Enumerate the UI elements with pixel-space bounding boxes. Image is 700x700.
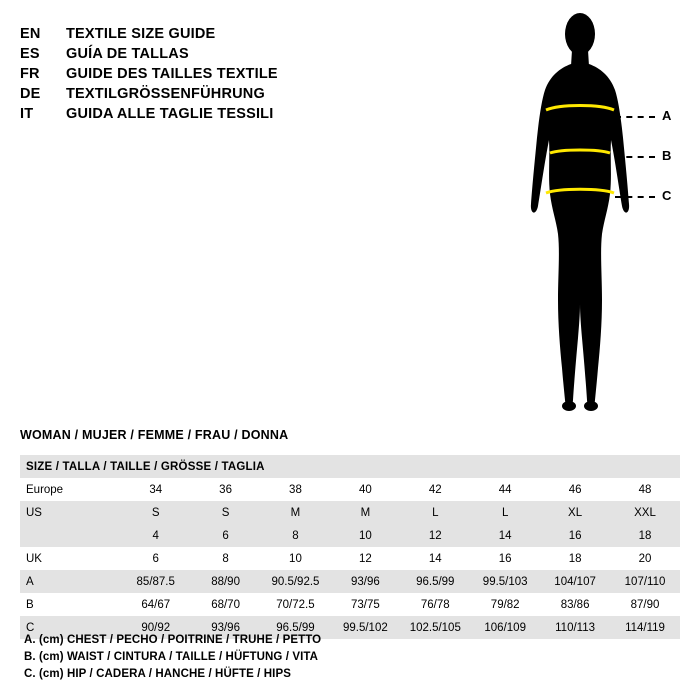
language-row-de bbox=[20, 86, 440, 102]
cell: 107/110 bbox=[624, 575, 666, 588]
table-row bbox=[20, 547, 680, 570]
cell: 40 bbox=[358, 483, 372, 496]
language-title-es: GUÍA DE TALLAS bbox=[66, 46, 189, 62]
cell: 99.5/102 bbox=[342, 621, 388, 634]
table-row bbox=[20, 593, 680, 616]
hip-label-c: C bbox=[662, 188, 672, 203]
row-label-us: US bbox=[26, 506, 42, 519]
cell: 83/86 bbox=[560, 598, 590, 611]
cell: 6 bbox=[152, 552, 159, 565]
cell: 73/75 bbox=[350, 598, 380, 611]
cell: 20 bbox=[638, 552, 652, 565]
table-header-label: SIZE / TALLA / TAILLE / GRÖSSE / TAGLIA bbox=[26, 460, 265, 473]
row-label-c: C bbox=[26, 621, 35, 634]
cell: 8 bbox=[292, 529, 299, 542]
cell: 96.5/99 bbox=[276, 621, 315, 634]
cell: 70/72.5 bbox=[276, 598, 315, 611]
legend-line-b: B. (cm) WAIST / CINTURA / TAILLE / HÜFTUNG / VITA bbox=[24, 651, 319, 663]
language-row-it bbox=[20, 106, 440, 122]
cell: 16 bbox=[568, 529, 582, 542]
cell: 114/119 bbox=[625, 621, 665, 634]
size-chart-table bbox=[20, 455, 680, 639]
language-title-it: GUIDA ALLE TAGLIE TESSILI bbox=[66, 106, 274, 122]
waist-leader-line bbox=[615, 156, 655, 158]
table-row bbox=[20, 570, 680, 593]
cell: 96.5/99 bbox=[416, 575, 455, 588]
cell: 68/70 bbox=[211, 598, 240, 611]
cell: 48 bbox=[638, 483, 652, 496]
legend-line-a: A. (cm) CHEST / PECHO / POITRINE / TRUHE / PETTO bbox=[24, 634, 322, 646]
cell: 46 bbox=[568, 483, 582, 496]
cell: 14 bbox=[498, 529, 512, 542]
cell: M bbox=[290, 506, 301, 519]
cell: 85/87.5 bbox=[136, 575, 175, 588]
cell: L bbox=[432, 506, 439, 519]
row-label-a: A bbox=[26, 575, 34, 588]
chest-leader-line bbox=[615, 116, 655, 118]
chest-label-a: A bbox=[662, 108, 672, 123]
cell: S bbox=[221, 506, 230, 519]
cell: 93/96 bbox=[211, 621, 240, 634]
cell: 36 bbox=[219, 483, 232, 496]
cell: 38 bbox=[289, 483, 302, 496]
table-header-row bbox=[20, 455, 680, 478]
cell: XXL bbox=[634, 506, 656, 519]
cell: 106/109 bbox=[484, 621, 526, 634]
language-row-fr bbox=[20, 66, 440, 82]
language-row-en bbox=[20, 26, 440, 42]
language-code-fr: FR bbox=[20, 66, 40, 82]
language-title-en: TEXTILE SIZE GUIDE bbox=[66, 26, 216, 42]
cell: 102.5/105 bbox=[409, 621, 461, 634]
table-section-title: WOMAN / MUJER / FEMME / FRAU / DONNA bbox=[20, 428, 289, 442]
cell: 42 bbox=[428, 483, 442, 496]
cell: 64/67 bbox=[141, 598, 171, 611]
language-code-es: ES bbox=[20, 46, 40, 62]
language-code-de: DE bbox=[20, 86, 41, 102]
cell: S bbox=[151, 506, 160, 519]
cell: 110/113 bbox=[555, 621, 596, 634]
hip-leader-line bbox=[615, 196, 655, 198]
language-title-de: TEXTILGRÖSSENFÜHRUNG bbox=[66, 86, 265, 102]
waist-label-b: B bbox=[662, 148, 672, 163]
cell: 76/78 bbox=[420, 598, 450, 611]
measurement-legend bbox=[24, 632, 321, 683]
cell: 79/82 bbox=[490, 598, 520, 611]
cell: 87/90 bbox=[630, 598, 660, 611]
female-body-silhouette-icon bbox=[500, 8, 660, 428]
table-row bbox=[20, 478, 680, 501]
cell: XL bbox=[568, 506, 583, 519]
cell: 99.5/103 bbox=[482, 575, 528, 588]
language-title-block bbox=[20, 26, 440, 126]
cell: 10 bbox=[358, 529, 372, 542]
language-code-en: EN bbox=[20, 26, 41, 42]
language-title-fr: GUIDE DES TAILLES TEXTILE bbox=[66, 66, 278, 82]
cell: 6 bbox=[222, 529, 229, 542]
cell: 104/107 bbox=[554, 575, 596, 588]
cell: 90.5/92.5 bbox=[271, 575, 320, 588]
body-figure-diagram bbox=[470, 0, 700, 440]
cell: 10 bbox=[289, 552, 302, 565]
cell: M bbox=[360, 506, 371, 519]
legend-line-c: C. (cm) HIP / CADERA / HANCHE / HÜFTE / HIPS bbox=[24, 668, 292, 680]
cell: 12 bbox=[428, 529, 442, 542]
row-label-us-numeric bbox=[20, 524, 121, 547]
table-row bbox=[20, 501, 680, 524]
cell: 90/92 bbox=[141, 621, 171, 634]
table-row bbox=[20, 524, 680, 547]
cell: 14 bbox=[428, 552, 442, 565]
row-label-europe: Europe bbox=[26, 483, 64, 496]
cell: 8 bbox=[222, 552, 229, 565]
cell: 44 bbox=[498, 483, 512, 496]
cell: 93/96 bbox=[350, 575, 380, 588]
row-label-uk: UK bbox=[26, 552, 42, 565]
cell: L bbox=[501, 506, 509, 519]
language-code-it: IT bbox=[20, 106, 34, 122]
row-label-b: B bbox=[26, 598, 34, 611]
cell: 12 bbox=[358, 552, 372, 565]
cell: 16 bbox=[498, 552, 512, 565]
cell: 18 bbox=[638, 529, 652, 542]
cell: 88/90 bbox=[211, 575, 240, 588]
cell: 4 bbox=[152, 529, 159, 542]
cell: 34 bbox=[149, 483, 163, 496]
language-row-es bbox=[20, 46, 440, 62]
cell: 18 bbox=[568, 552, 582, 565]
